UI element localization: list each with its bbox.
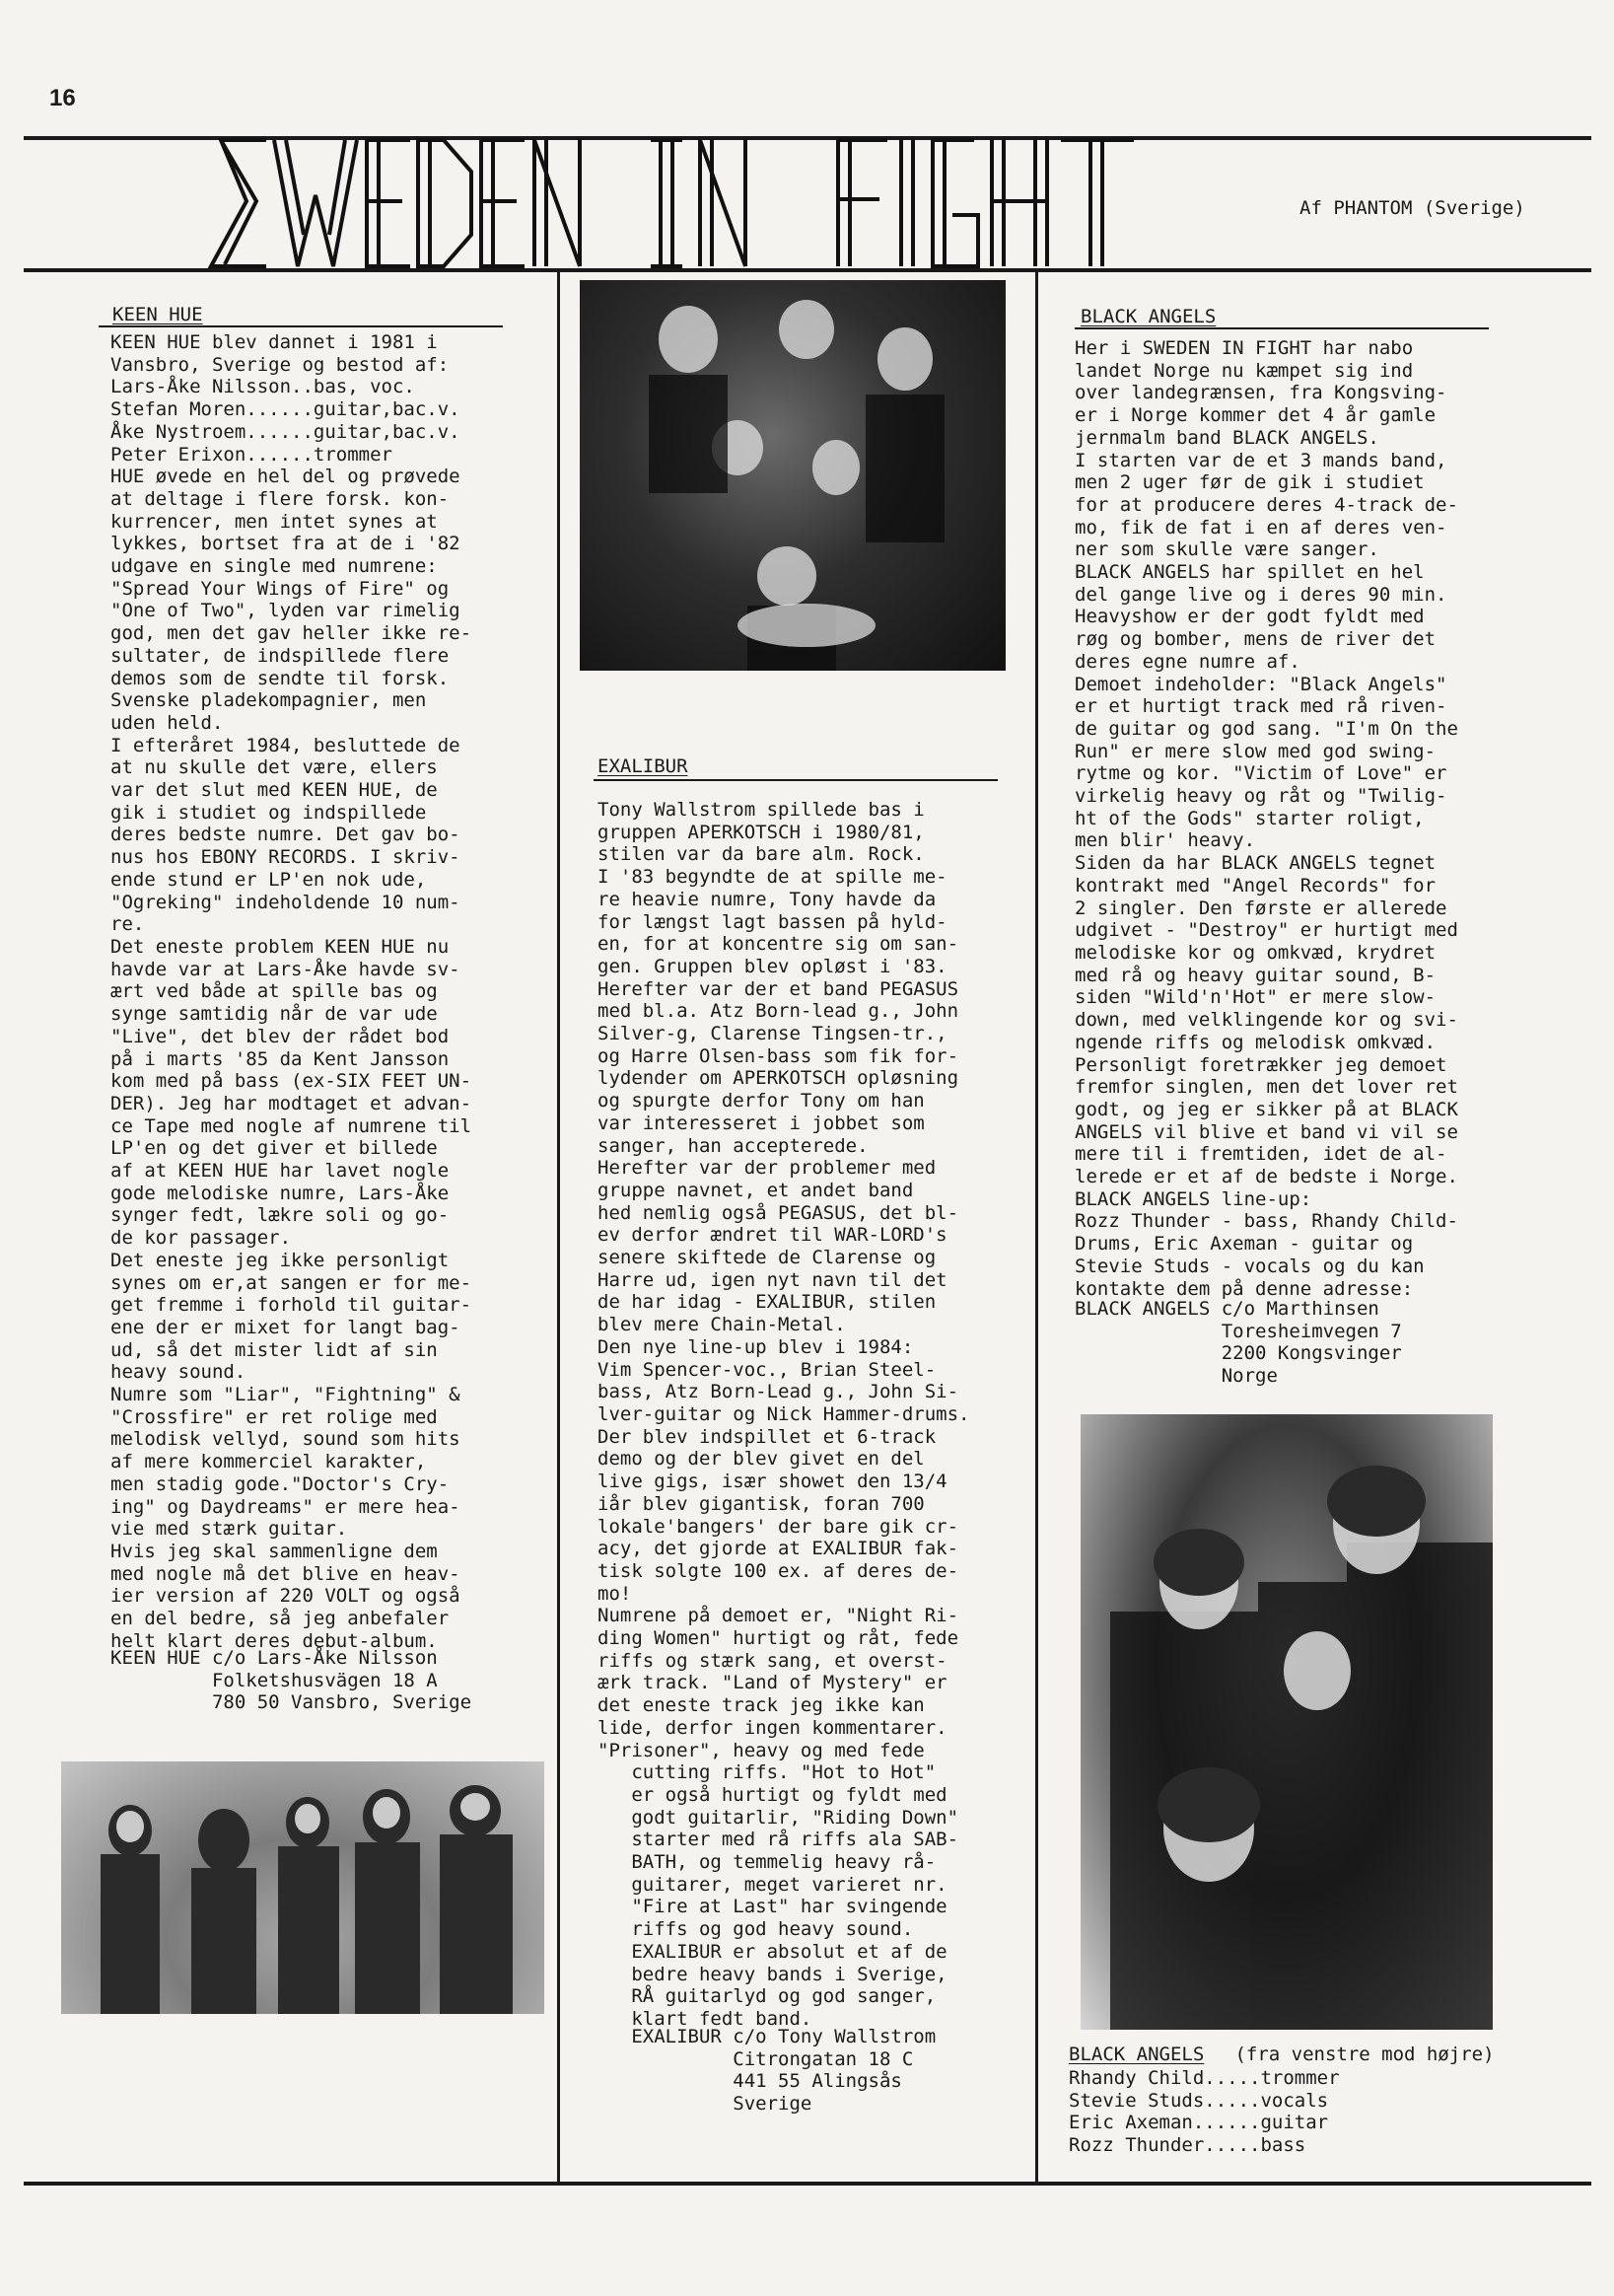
keen-hue-heading-rule xyxy=(99,325,503,327)
keen-hue-heading: KEEN HUE xyxy=(112,304,203,325)
column-divider-left xyxy=(557,272,560,2182)
black-angels-heading: BLACK ANGELS xyxy=(1081,306,1217,327)
black-angels-article: Her i SWEDEN IN FIGHT har nabo landet Norge nu kæmpet sig ind over landegrænsen, fra Kongsving- er i Norge kommer det 4 år gamle jernmalm band BLACK ANGELS. I starten var de et 3 mands band, men 2 uger før de gik i studiet for at producere deres 4-track de- mo, fik de fat i en af deres ven- ner som skulle være sanger. BLACK ANGELS har spillet en hel del gange live og i deres 90 min. Heavyshow er der godt fyldt med røg og bomber, mens de river det deres egne numre af. Demoet indeholder: "Black Angels" er et hurtigt track med rå riven- de guitar og god sang. "I'm On the Run" er mere slow med god swing- rytme og kor. "Victim of Love" er virkelig heavy og råt og "Twilig- ht of the Gods" starter roligt, men blir' heavy. Siden da har BLACK ANGELS tegnet kontrakt med "Angel Records" for 2 singler. Den første er allerede udgivet - "Destroy" er hurtigt med melodiske kor og omkvæd, krydret med rå og heavy guitar sound, B- siden "Wild'n'Hot" er mere slow- down, med velklingende kor og svi- ngende riffs og melodisk omkvæd. Personligt foretrækker jeg demoet fremfor singlen, men det lover ret godt, og jeg er sikker på at BLACK ANGELS vil blive et band vi vil se mere til i fremtiden, idet de al- lerede er et af de bedste i Norge. BLACK ANGELS line-up: Rozz Thunder - bass, Rhandy Child- Drums, Eric Axeman - guitar og Stevie Studs - vocals og du kan kontakte dem på denne adresse: xyxy=(1075,337,1458,1300)
exalibur-band-photo xyxy=(580,280,1006,671)
black-angels-band-photo xyxy=(1081,1414,1493,2030)
exalibur-article: Tony Wallstrom spillede bas i gruppen APERKOTSCH i 1980/81, stilen var da bare alm. Rock. I '83 begyndte de at spille me- re heavie numre, Tony havde da for længst lagt bassen på hyld- en, for at koncentre sig om san- gen. Gruppen blev opløst i '83. Herefter var der et band PEGASUS med bl.a. Atz Born-lead g., John Silver-g, Clarense Tingsen-tr., og Harre Olsen-bass som fik for- lydender om APERKOTSCH opløsning og spurgte derfor Tony om han var interesseret i jobbet som sanger, han accepterede. Herefter var der problemer med gruppe navnet, et andet band hed nemlig også PEGASUS, det bl- ev derfor ændret til WAR-LORD's senere skiftede de Clarense og Harre ud, igen nyt navn til det de har idag - EXALIBUR, stilen blev mere Chain-Metal. Den nye line-up blev i 1984: Vim Spencer-voc., Brian Steel- bass, Atz Born-Lead g., John Si- lver-guitar og Nick Hammer-drums. Der blev indspillet et 6-track demo og der blev givet en del live gigs, især showet den 13/4 iår blev gigantisk, foran 700 lokale'bangers' der bare gik cr- acy, det gjorde at EXALIBUR fak- tisk solgte 100 ex. af deres de- mo! Numrene på demoet er, "Night Ri- ding Women" hurtigt og råt, fede riffs og stærk sang, et overst- ærk track. "Land of Mystery" er det eneste track jeg ikke kan lide, derfor ingen kommentarer. "Prisoner", heavy og med fede cutting riffs. "Hot to Hot" er også hurtigt og fyldt med godt guitarlir, "Riding Down" starter med rå riffs ala SAB- BATH, og temmelig heavy rå- guitarer, meget varieret nr. "Fire at Last" har svingende riffs og god heavy sound. EXALIBUR er absolut et af de bedre heavy bands i Sverige, RÅ guitarlyd og god sanger, klart fedt band. xyxy=(597,799,970,2030)
keen-hue-address: KEEN HUE c/o Lars-Åke Nilsson Folketshusvägen 18 A 780 50 Vansbro, Sverige xyxy=(110,1647,472,1714)
page-title xyxy=(207,136,1223,270)
page-number: 16 xyxy=(49,85,76,111)
exalibur-address: EXALIBUR c/o Tony Wallstrom Citrongatan 18 C 441 55 Alingsås Sverige xyxy=(631,2026,937,2116)
black-angels-caption-suffix: (fra venstre mod højre) xyxy=(1224,2044,1495,2065)
exalibur-heading-rule xyxy=(594,779,998,781)
exalibur-heading: EXALIBUR xyxy=(597,755,688,777)
black-angels-address: BLACK ANGELS c/o Marthinsen Toresheimvegen 7 2200 Kongsvinger Norge xyxy=(1075,1298,1402,1388)
byline: Af PHANTOM (Sverige) xyxy=(1299,197,1525,219)
keen-hue-article: KEEN HUE blev dannet i 1981 i Vansbro, Sverige og bestod af: Lars-Åke Nilsson..bas, voc. Stefan Moren......guitar,bac.v. Åke Nystroem......guitar,bac.v. Peter Erixon......trommer HUE øvede en hel del og prøvede at deltage i flere forsk. kon- kurrencer, men intet synes at lykkes, bortset fra at de i '82 udgave en single med numrene: "Spread Your Wings of Fire" og "One of Two", lyden var rimelig god, men det gav heller ikke re- sultater, de indspillede flere demos som de sendte til forsk. Svenske pladekompagnier, men uden held. I efteråret 1984, besluttede de at nu skulle det være, ellers var det slut med KEEN HUE, de gik i studiet og indspillede deres bedste numre. Det gav bo- nus hos EBONY RECORDS. I skriv- ende stund er LP'en nok ude, "Ogreking" indeholdende 10 num- re. Det eneste problem KEEN HUE nu havde var at Lars-Åke havde sv- ært ved både at spille bas og synge samtidig når de var ude "Live", det blev der rådet bod på i marts '85 da Kent Jansson kom med på bass (ex-SIX FEET UN- DER). Jeg har modtaget et advan- ce Tape med nogle af numrene til LP'en og det giver et billede af at KEEN HUE har lavet nogle gode melodiske numre, Lars-Åke synger fedt, lækre soli og go- de kor passager. Det eneste jeg ikke personligt synes om er,at sangen er for me- get fremme i forhold til guitar- ene der er mixet for langt bag- ud, så det mister lidt af sin heavy sound. Numre som "Liar", "Fightning" & "Crossfire" er ret rolige med melodisk vellyd, sound som hits af mere kommerciel karakter, men stadig gode."Doctor's Cry- ing" og Daydreams" er mere hea- vie med stærk guitar. Hvis jeg skal sammenligne dem med nogle må det blive en heav- ier version af 220 VOLT og også en del bedre, så jeg anbefaler helt klart deres debut-album. xyxy=(110,331,472,1652)
column-divider-right xyxy=(1035,272,1038,2182)
black-angels-caption-list: Rhandy Child.....trommer Stevie Studs.....vocals Eric Axeman......guitar Rozz Thunder.....bass xyxy=(1069,2067,1340,2157)
footer-rule xyxy=(24,2182,1591,2186)
black-angels-caption-title: BLACK ANGELS xyxy=(1069,2044,1205,2065)
black-angels-heading-rule xyxy=(1075,327,1489,329)
keen-hue-band-photo xyxy=(61,1761,544,2014)
